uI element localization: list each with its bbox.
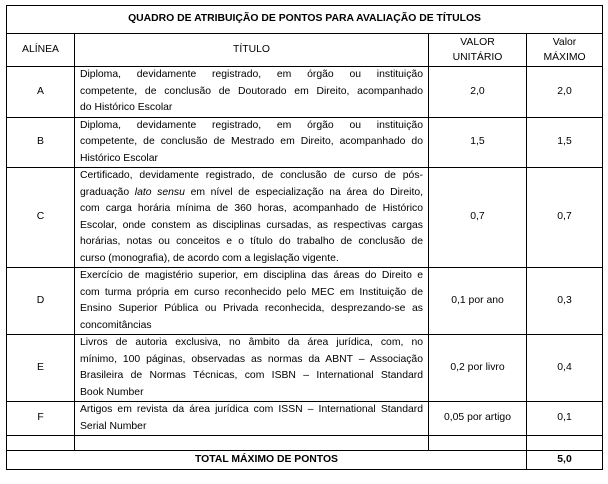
- titulo-line: concomitâncias: [80, 319, 152, 331]
- titulo-line: curso (monografia), de acordo com a legislação vigente.: [80, 252, 339, 264]
- titulo-italic-fragment: lato sensu: [134, 186, 185, 198]
- titulo-line: do Histórico Escolar: [80, 102, 173, 113]
- titulo-cell: [75, 117, 429, 168]
- titulo-line: Diploma, devidamente registrado, em órgão ou instituição: [80, 119, 423, 131]
- titulo-line: Diploma, devidamente registrado, em órgão ou instituição: [80, 69, 423, 80]
- titulo-line-mixed: [80, 185, 423, 202]
- alinea-cell: B: [7, 117, 75, 168]
- titulo-line: com turma própria em curso reconhecido pelo MEC em Instituição de: [80, 286, 423, 298]
- total-label: TOTAL MÁXIMO DE PONTOS: [7, 451, 527, 470]
- valor-unitario-cell: 0,1 por ano: [429, 268, 527, 335]
- titulo-line: com carga horária mínima de 360 horas, acompanhado de Histórico: [80, 203, 423, 214]
- table-row: [7, 67, 603, 118]
- valor-maximo-cell: 0,4: [527, 335, 603, 402]
- empty-cell: [527, 436, 603, 451]
- table-row: [7, 117, 603, 168]
- empty-cell: [7, 436, 75, 451]
- valor-unitario-cell: 0,7: [429, 168, 527, 268]
- titulo-line: Book Number: [80, 386, 144, 398]
- table-title: QUADRO DE ATRIBUIÇÃO DE PONTOS PARA AVALIAÇÃO DE TÍTULOS: [7, 6, 603, 34]
- points-table: [6, 5, 603, 470]
- valor-unitario-cell: 2,0: [429, 67, 527, 118]
- valor-maximo-cell: 1,5: [527, 117, 603, 168]
- titulo-cell: [75, 67, 429, 118]
- header-valor-maximo: [527, 34, 603, 67]
- titulo-line: Brasileira de Normas Técnicas, com ISBN – International Standard: [80, 370, 423, 381]
- header-valor-unitario: [429, 34, 527, 67]
- titulo-cell: [75, 268, 429, 335]
- header-titulo: TÍTULO: [75, 34, 429, 67]
- alinea-cell: E: [7, 335, 75, 402]
- titulo-line: Certificado, devidamente registrado, de conclusão de curso de pós-: [80, 170, 423, 181]
- titulo-line: Ensino Superior Pública ou Privada reconhecida, desprezando-se as: [80, 303, 423, 314]
- titulo-line: Livros de autoria exclusiva, no âmbito da área jurídica, com, no: [80, 337, 423, 348]
- alinea-cell: D: [7, 268, 75, 335]
- header-valor-unitario-line2: UNITÁRIO: [452, 52, 503, 63]
- valor-maximo-cell: 2,0: [527, 67, 603, 118]
- valor-maximo-cell: 0,1: [527, 402, 603, 436]
- valor-unitario-cell: 0,05 por artigo: [429, 402, 527, 436]
- header-valor-unitario-line1: VALOR: [460, 37, 495, 48]
- titulo-fragment: graduação: [80, 186, 130, 198]
- empty-cell: [75, 436, 429, 451]
- titulo-line: mínimo, 100 páginas, observadas as normas da ABNT – Associação: [80, 353, 423, 365]
- titulo-line: Artigos em revista da área jurídica com ISSN – International Standard: [80, 404, 423, 415]
- alinea-cell: A: [7, 67, 75, 118]
- table-row: [7, 168, 603, 268]
- alinea-cell: C: [7, 168, 75, 268]
- table-row: [7, 335, 603, 402]
- total-value: 5,0: [527, 451, 603, 470]
- table-title-row: [7, 6, 603, 34]
- titulo-line: Exercício de magistério superior, em disciplina das áreas do Direito e: [80, 270, 423, 281]
- empty-cell: [429, 436, 527, 451]
- valor-maximo-cell: 0,3: [527, 268, 603, 335]
- titulo-cell: [75, 168, 429, 268]
- header-valor-maximo-line1: Valor: [552, 37, 577, 48]
- titulo-line: competente, de conclusão de Mestrado em Direito, acompanhado do: [80, 136, 423, 147]
- empty-row: [7, 436, 603, 451]
- valor-unitario-cell: 0,2 por livro: [429, 335, 527, 402]
- titulo-line: Serial Number: [80, 420, 147, 432]
- titulo-line: competente, de conclusão de Doutorado em Direito, acompanhado: [80, 85, 423, 97]
- titulo-line: horárias, notas ou conceitos e o título do trabalho de conclusão de: [80, 236, 423, 247]
- titulo-cell: [75, 402, 429, 436]
- table-row: [7, 402, 603, 436]
- total-row: [7, 451, 603, 470]
- titulo-cell: [75, 335, 429, 402]
- titulo-fragment: em nível de especialização na área do Direito,: [190, 186, 424, 198]
- titulo-line: Escolar, onde constem as disciplinas cursadas, as respectivas cargas: [80, 219, 423, 231]
- header-row: [7, 34, 603, 67]
- header-valor-maximo-line2: MÁXIMO: [543, 52, 586, 63]
- valor-maximo-cell: 0,7: [527, 168, 603, 268]
- valor-unitario-cell: 1,5: [429, 117, 527, 168]
- table-row: [7, 268, 603, 335]
- alinea-cell: F: [7, 402, 75, 436]
- header-alinea: ALÍNEA: [7, 34, 75, 67]
- titulo-line: Histórico Escolar: [80, 152, 158, 164]
